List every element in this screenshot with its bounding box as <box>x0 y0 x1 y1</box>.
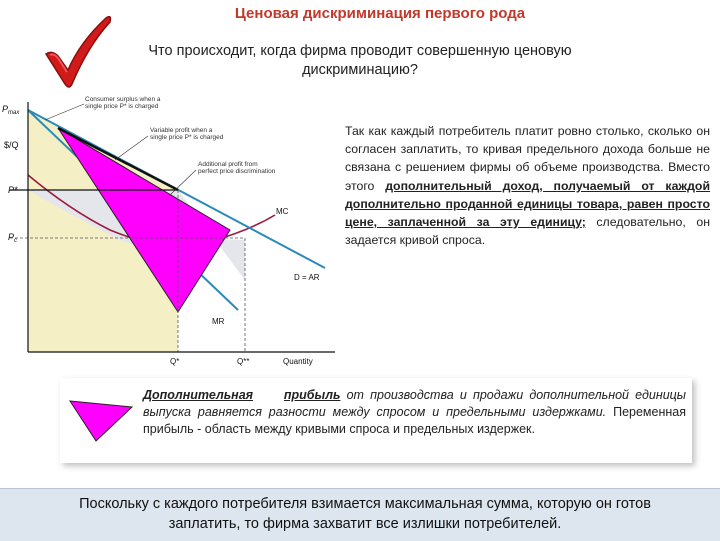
x-label-quantity: Quantity <box>283 357 313 366</box>
svg-text:Additional profit from: Additional profit from <box>198 161 258 168</box>
slide-title: Ценовая дискриминация первого рода <box>234 5 526 22</box>
x-label-qstarstar: Q** <box>237 357 250 366</box>
y-label-pmax: $P_{max}$ <box>2 104 20 116</box>
svg-text:Consumer surplus when a: Consumer surplus when a <box>85 96 161 103</box>
explanation-emphasis: дополнительный доход, получаемый от каждой дополнительно проданной единицы товара, равен просто цене, заплаченной за эту единицу; <box>345 178 710 230</box>
legend-text: Дополнительная прибыль от производства и продажи дополнительной единицы выпуска равняется разности между спросом и предельными издержками. Переменная прибыль - область между кривыми спроса и предельных издержек. <box>143 388 686 436</box>
magenta-triangle-icon <box>66 395 136 443</box>
y-label-pc: $P_c$ <box>8 232 18 244</box>
svg-text:single price P* is charged: single price P* is charged <box>85 103 159 110</box>
svg-text:Variable profit when a: Variable profit when a <box>150 127 213 134</box>
x-label-qstar: Q* <box>170 357 180 366</box>
mc-label: MC <box>276 207 289 216</box>
footer-text: Поскольку с каждого потребителя взимается максимальная сумма, которую он готов заплатить, то фирма захватит все излишки потребителей. <box>79 496 651 532</box>
svg-text:perfect price discrimination: perfect price discrimination <box>198 168 276 175</box>
svg-text:single price P* is charged: single price P* is charged <box>150 134 224 141</box>
mr-label: MR <box>212 317 225 326</box>
explanation-text: Так как каждый потребитель платит ровно столько, сколько он согласен заплатить, то кривая предельного дохода больше не связана с решением фирмы об объеме производства. Вместо этого дополнительный доход, получаемый от каждой дополнительно проданной единицы товара, равен просто цене, заплаченной за эту единицу; следовательно, он задается кривой спроса. <box>345 124 710 248</box>
price-discrimination-diagram <box>0 90 345 380</box>
footer-banner <box>0 488 720 541</box>
y-label-axis: $/Q <box>4 140 19 150</box>
checkmark-icon <box>40 12 115 92</box>
y-label-pstar: P* <box>8 185 18 195</box>
slide-question: Что происходит, когда фирма проводит совершенную ценовую дискриминацию? <box>148 43 572 78</box>
demand-label: D = AR <box>294 273 320 282</box>
